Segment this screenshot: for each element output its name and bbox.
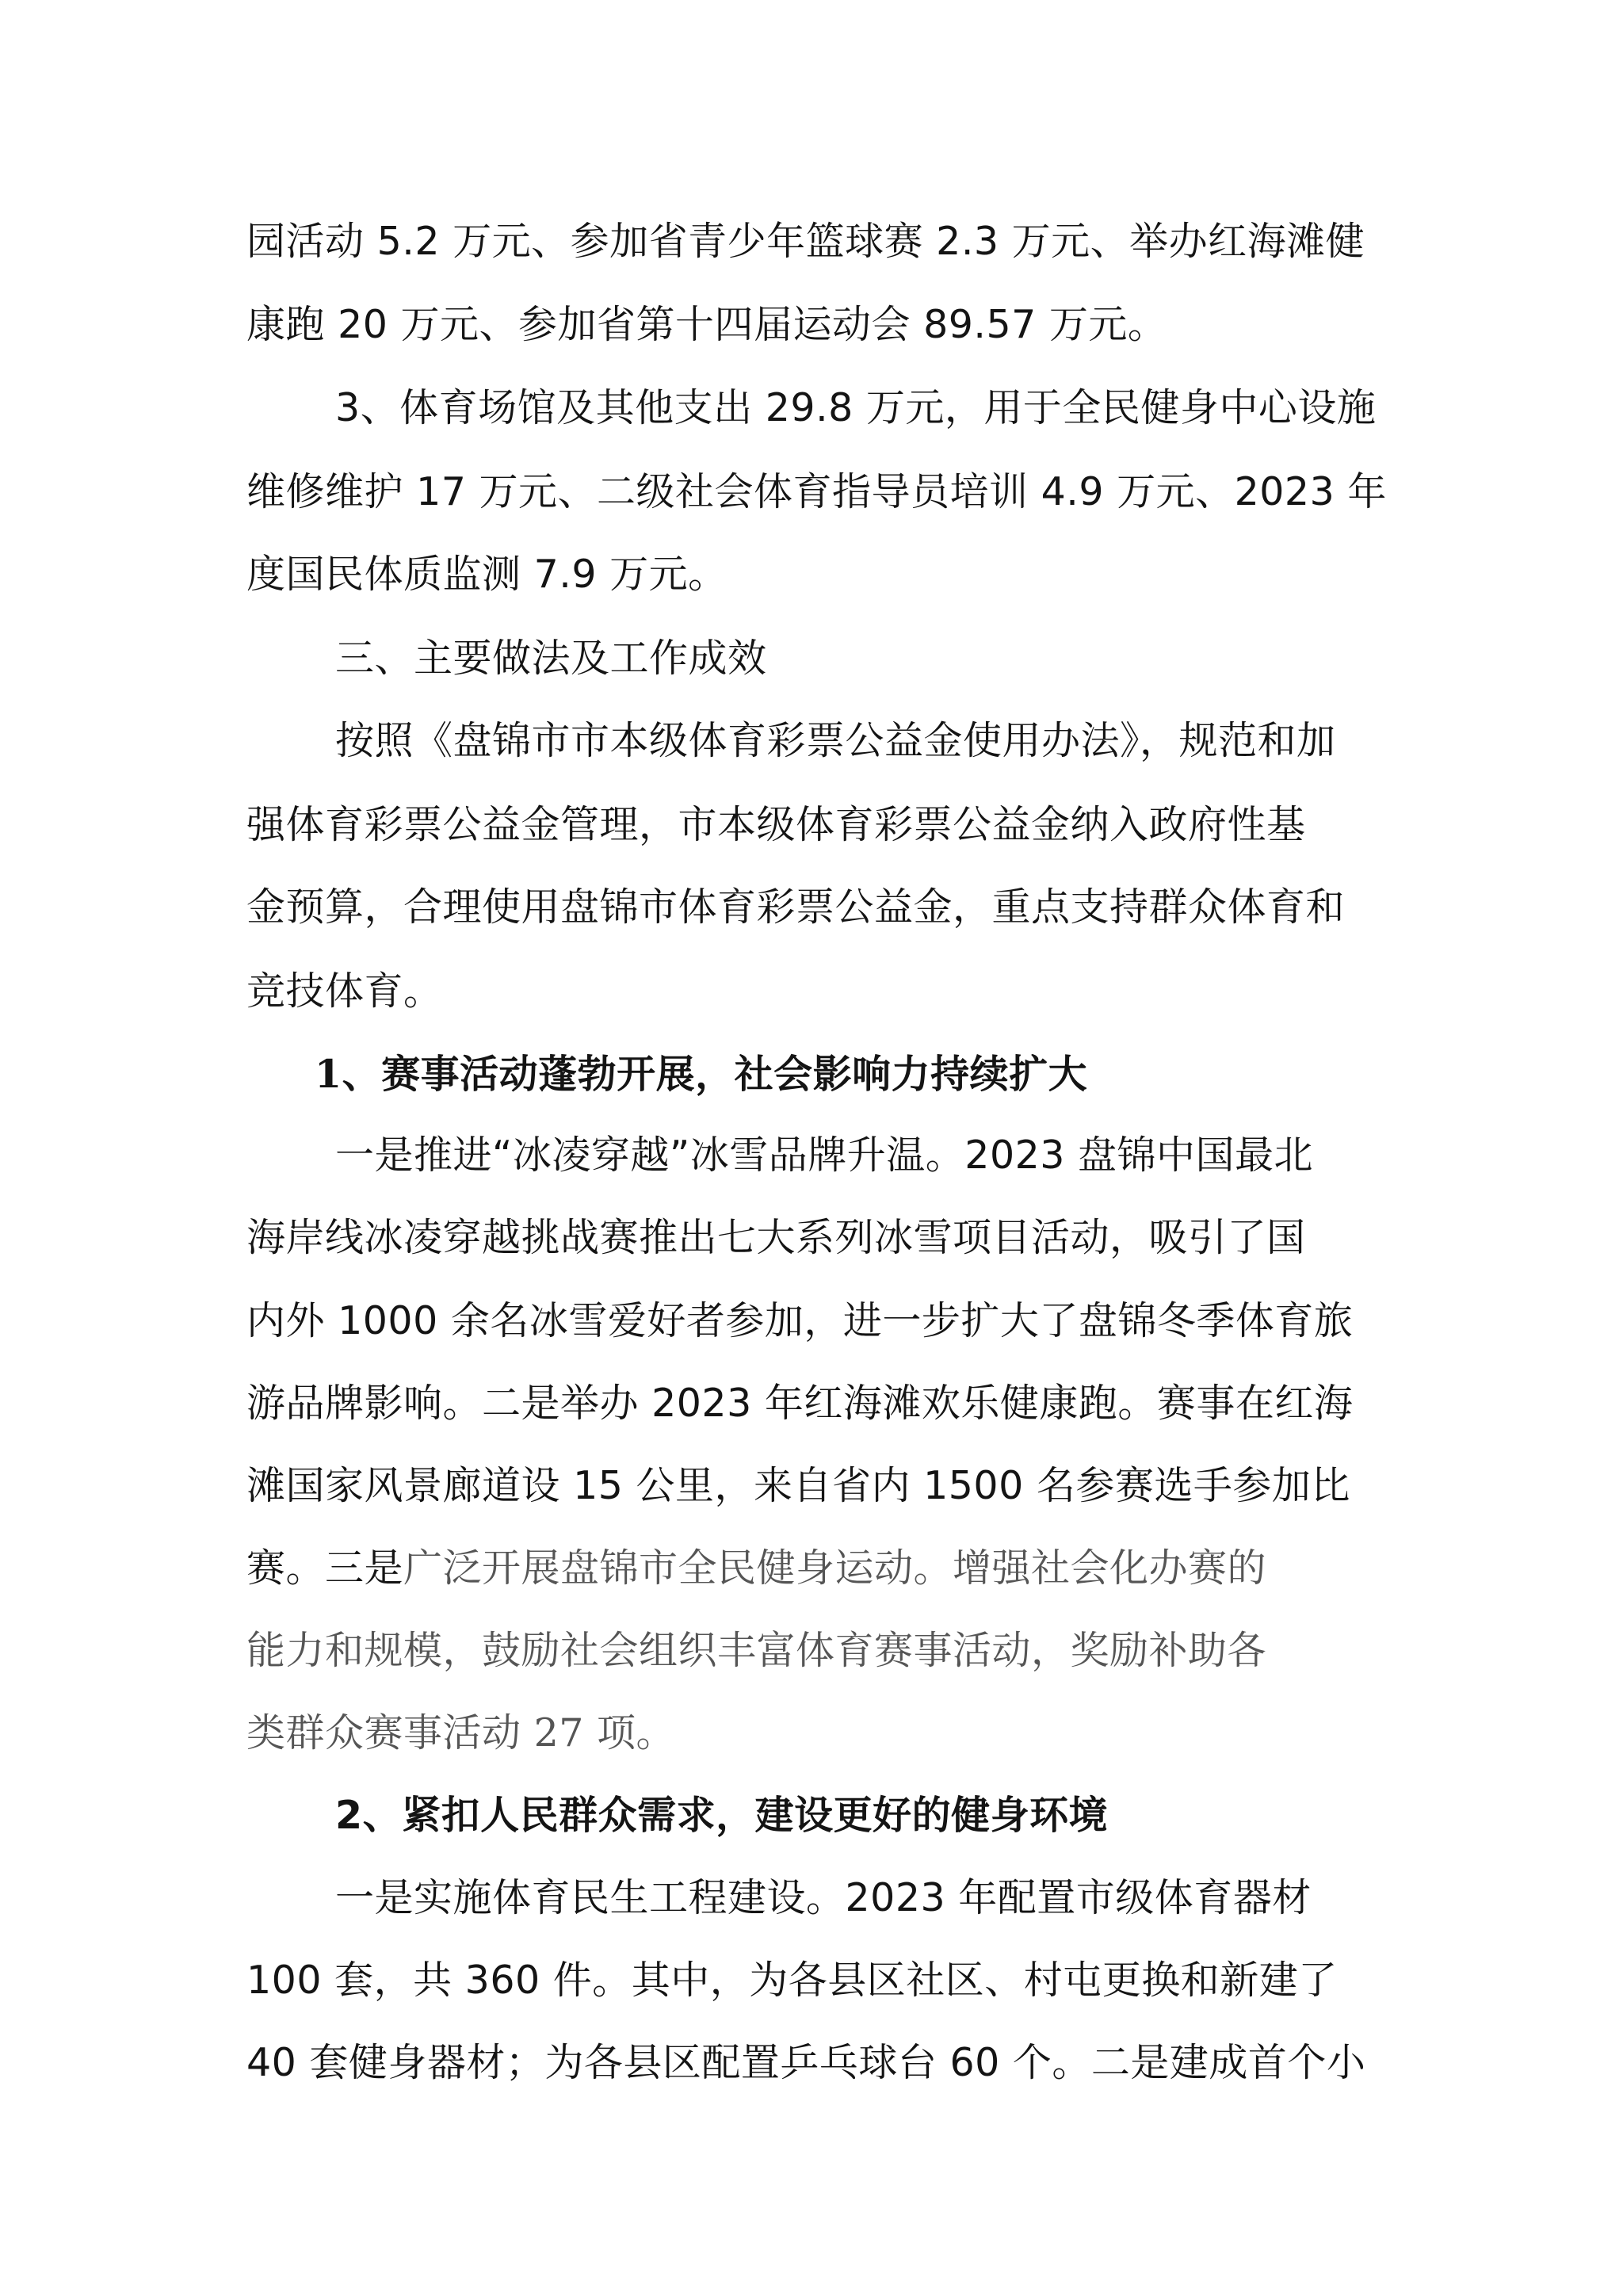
body-line: 3、体育场馆及其他支出 29.8 万元，用于全民健身中心设施 xyxy=(335,385,1377,430)
section-heading: 三、主要做法及工作成效 xyxy=(335,636,767,681)
subsection-heading: 2、紧扣人民群众需求，建设更好的健身环境 xyxy=(335,1793,1109,1838)
body-line-start: 赛。三是 xyxy=(246,1545,404,1591)
body-line: 园活动 5.2 万元、参加省青少年篮球赛 2.3 万元、举办红海滩健 xyxy=(246,219,1365,264)
body-line: 一是实施体育民生工程建设。2023 年配置市级体育器材 xyxy=(335,1875,1312,1920)
body-line: 滩国家风景廊道设 15 公里，来自省内 1500 名参赛选手参加比 xyxy=(246,1463,1350,1508)
body-line: 一是推进“冰凌穿越”冰雪品牌升温。2023 盘锦中国最北 xyxy=(335,1133,1314,1178)
body-line: 40 套健身器材；为各县区配置乒乓球台 60 个。二是建成首个小 xyxy=(246,2040,1366,2085)
body-line-continued: 广泛开展盘锦市全民健身运动。增强社会化办赛的 xyxy=(403,1545,1267,1591)
body-line: 类群众赛事活动 27 项。 xyxy=(246,1710,676,1755)
subsection-heading: 1、赛事活动蓬勃开展，社会影响力持续扩大 xyxy=(315,1051,1088,1097)
body-line: 竞技体育。 xyxy=(246,968,443,1014)
body-line: 康跑 20 万元、参加省第十四届运动会 89.57 万元。 xyxy=(246,302,1167,347)
body-line: 按照《盘锦市市本级体育彩票公益金使用办法》，规范和加 xyxy=(335,718,1336,763)
body-line: 能力和规模，鼓励社会组织丰富体育赛事活动，奖励补助各 xyxy=(246,1628,1267,1673)
body-line: 维修维护 17 万元、二级社会体育指导员培训 4.9 万元、2023 年 xyxy=(246,469,1387,514)
body-line: 海岸线冰凌穿越挑战赛推出七大系列冰雪项目活动，吸引了国 xyxy=(246,1215,1306,1260)
body-line: 强体育彩票公益金管理，市本级体育彩票公益金纳入政府性基 xyxy=(246,802,1306,847)
body-line: 100 套，共 360 件。其中，为各县区社区、村屯更换和新建了 xyxy=(246,1958,1338,2003)
body-line: 度国民体质监测 7.9 万元。 xyxy=(246,552,727,597)
body-line xyxy=(246,1525,1623,1612)
body-line: 内外 1000 余名冰雪爱好者参加，进一步扩大了盘锦冬季体育旅 xyxy=(246,1298,1354,1343)
body-line: 游品牌影响。二是举办 2023 年红海滩欢乐健康跑。赛事在红海 xyxy=(246,1381,1354,1426)
body-line: 金预算，合理使用盘锦市体育彩票公益金，重点支持群众体育和 xyxy=(246,884,1346,930)
